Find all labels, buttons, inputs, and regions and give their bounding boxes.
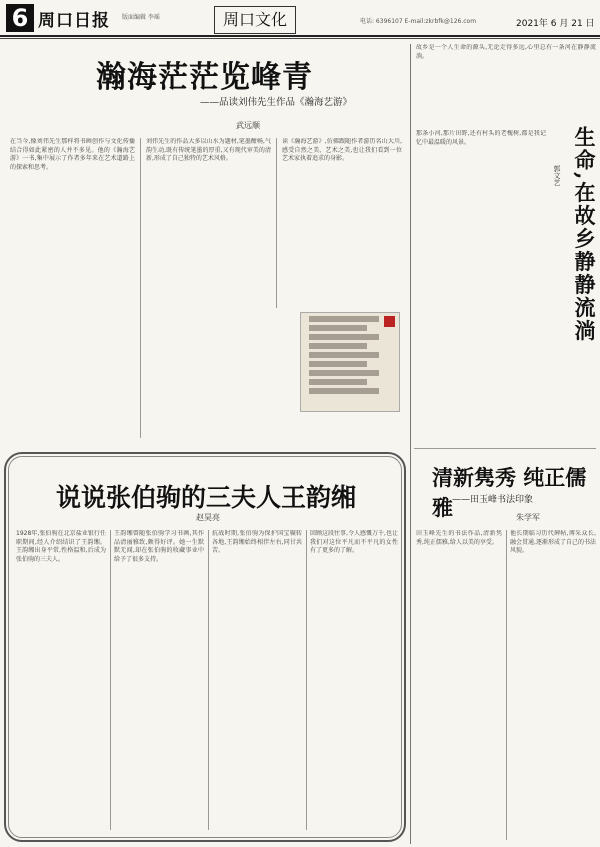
article3-title: 说说张伯驹的三夫人王韵缃	[56, 483, 357, 512]
calligraphy-image	[300, 312, 400, 412]
article4-title: 清新隽秀 纯正儒雅	[432, 465, 587, 520]
column-divider	[208, 530, 209, 830]
article4-column: 田玉峰先生的书法作品,清新隽秀,纯正儒雅,给人以美的享受。	[416, 530, 502, 546]
article4-column: 他长期临习历代碑帖,博采众长,融会贯通,逐渐形成了自己的书法风貌。	[510, 530, 596, 554]
masthead	[0, 0, 600, 40]
article4-subtitle: ——田玉峰书法印象	[452, 495, 534, 505]
article1-author: 武远顺	[236, 121, 260, 130]
article1-subtitle: ——品读刘伟先生作品《瀚海艺游》	[200, 97, 353, 108]
article3-column: 抗战时期,张伯驹为保护国宝辗转各地,王韵缃始终相伴左右,同甘共苦。	[212, 530, 302, 554]
section-title: 周口文化	[214, 6, 296, 34]
page-number: 6	[6, 4, 34, 32]
article3-author: 赵昊亮	[196, 513, 220, 522]
article3-column: 1928年,张伯驹在北京盐业银行任职期间,经人介绍结识了王韵缃。王韵缃出身平常,性格温和,后成为张伯驹的三夫人。	[16, 530, 106, 563]
article4-author: 朱学军	[516, 513, 540, 522]
article2-title: 生命,在故乡静静流淌	[572, 126, 597, 343]
article-divider	[414, 448, 596, 449]
editor-line: 版面编辑 李瑶	[122, 14, 160, 21]
column-divider	[110, 530, 111, 830]
masthead-rule-thin	[0, 38, 600, 39]
article1-title: 瀚海茫茫览峰青	[96, 60, 313, 95]
article2-column: 故乡是一个人生命的源头,无论走得多远,心里总有一条河在静静流淌。	[416, 44, 596, 60]
article1-column: 在当今,像刘伟先生那样将书画创作与文化传播结合得如此紧密的人并不多见。他的《瀚海艺游》一书,集中展示了作者多年来在艺术道路上的探索和思考。	[10, 138, 135, 171]
article1-column: 读《瀚海艺游》,仿佛跟随作者游历名山大川,感受自然之美、艺术之美,也让我们看到一位艺术家执着追求的身影。	[282, 138, 402, 162]
article3-column: 王韵缃曾随张伯驹学习书画,其作品清丽雅致,颇得好评。她一生默默无闻,却在张伯驹的收藏事业中给予了很多支持。	[114, 530, 204, 563]
masthead-rule	[0, 35, 600, 37]
seal-stamp	[384, 316, 395, 327]
issue-date: 2021年 6 月 21 日	[516, 19, 595, 29]
article1-column: 刘伟先生的作品大多以山水为题材,笔墨酣畅,气韵生动,既有传统笔墨的厚重,又有现代审美的清新,形成了自己独特的艺术风格。	[146, 138, 271, 162]
contact-line: 电话: 6396107 E-mail:zkrbfk@126.com	[360, 18, 477, 25]
page-divider	[410, 44, 411, 844]
article3-column: 回顾这段往事,令人感慨万千,也让我们对这位平凡而不平凡的女性有了更多的了解。	[310, 530, 398, 554]
column-divider	[276, 138, 277, 308]
column-divider	[140, 138, 141, 438]
article2-column: 那条小河,那片田野,还有村头的老槐树,都是我记忆中最温暖的风景。	[416, 130, 546, 146]
column-divider	[306, 530, 307, 830]
paper-name: 周口日报	[38, 11, 110, 31]
article2-author: 郭文艺	[553, 165, 561, 186]
column-divider	[506, 530, 507, 840]
